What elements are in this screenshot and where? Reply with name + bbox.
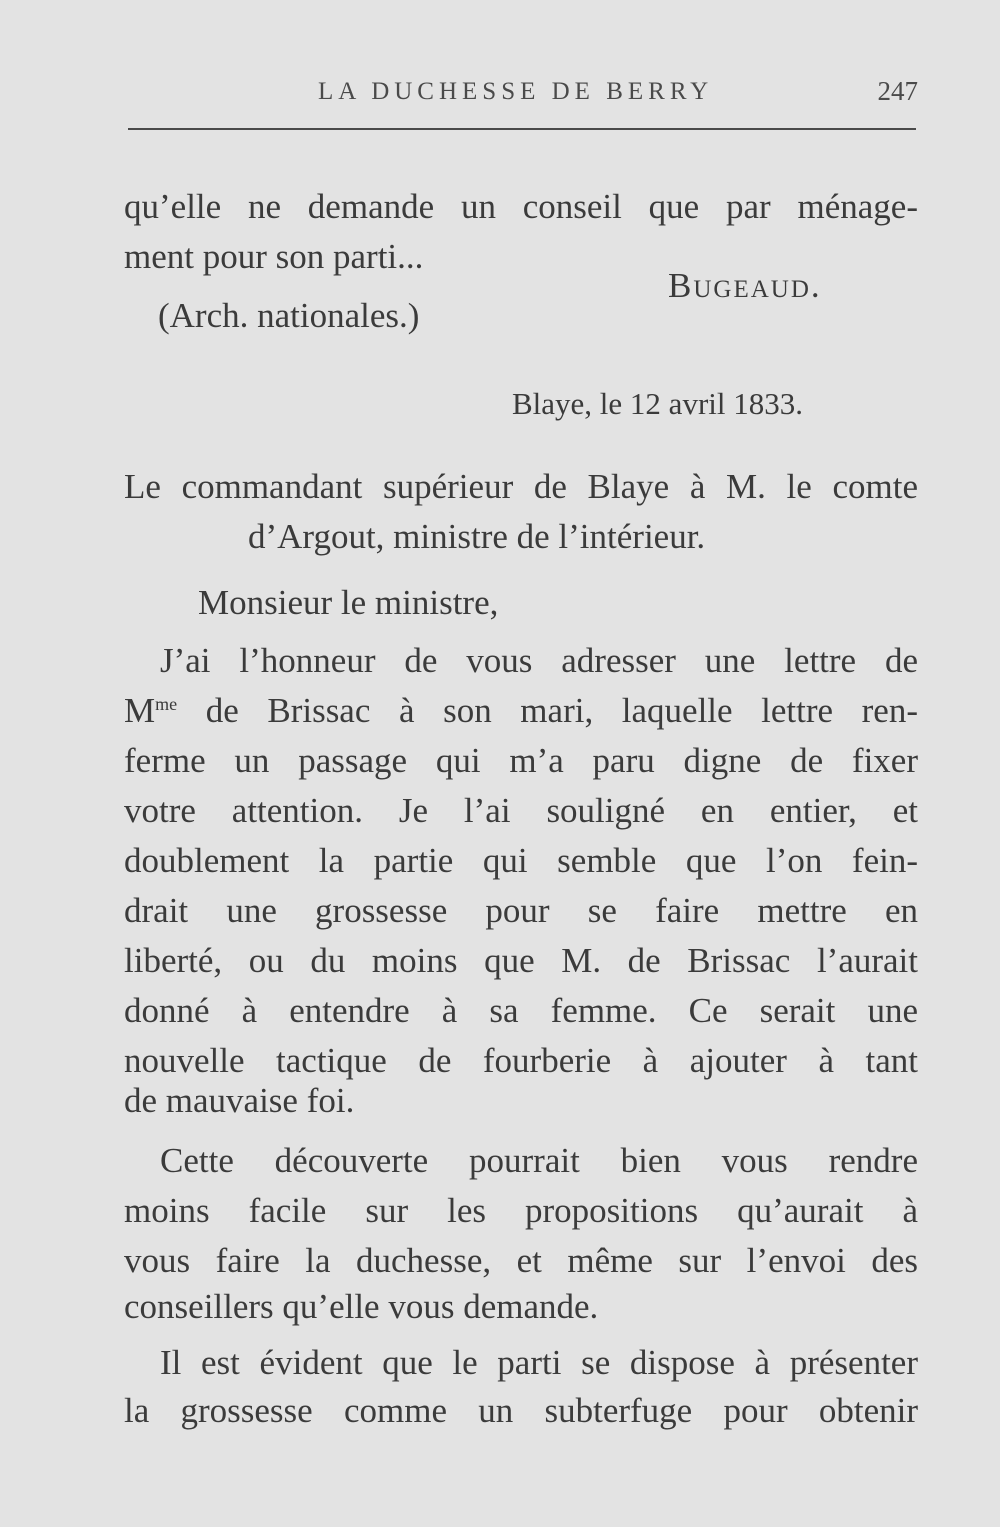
letter-heading-line: Le commandant supérieur de Blaye à M. le comte — [124, 467, 918, 506]
letter-heading-line: d’Argout, ministre de l’intérieur. — [248, 517, 706, 556]
paragraph-line: drait une grossesse pour se faire mettre en — [124, 891, 918, 930]
paragraph-line — [124, 686, 918, 736]
carryover-line: qu’elle ne demande un conseil que par ménage- — [124, 187, 918, 226]
running-title: LA DUCHESSE DE BERRY — [318, 78, 714, 105]
paragraph-line: doublement la partie qui semble que l’on fein- — [124, 841, 918, 880]
paragraph-line: donné à entendre à sa femme. Ce serait une — [124, 991, 918, 1030]
salutation: Monsieur le ministre, — [198, 583, 499, 622]
signature: Bugeaud. — [668, 266, 822, 305]
paragraph-line: vous faire la duchesse, et même sur l’envoi des — [124, 1241, 918, 1280]
text-fragment: de Brissac à son mari, laquelle lettre ren- — [177, 691, 918, 730]
paragraph-line: J’ai l’honneur de vous adresser une lettre de — [160, 641, 918, 680]
paragraph-line: Cette découverte pourrait bien vous rendre — [160, 1141, 918, 1180]
text-fragment: M — [124, 691, 156, 730]
page-number: 247 — [877, 76, 918, 106]
superscript: me — [155, 694, 178, 714]
paragraph-line: ferme un passage qui m’a paru digne de fixer — [124, 741, 918, 780]
paragraph-line: moins facile sur les propositions qu’aurait à — [124, 1191, 918, 1230]
header-rule — [128, 128, 916, 130]
running-head — [128, 72, 918, 112]
paragraph-line: de mauvaise foi. — [124, 1081, 355, 1120]
paragraph-line: liberté, ou du moins que M. de Brissac l’aurait — [124, 941, 918, 980]
paragraph-line: la grossesse comme un subterfuge pour obtenir — [124, 1391, 918, 1430]
carryover-line: ment pour son parti... — [124, 237, 424, 276]
paragraph-line: nouvelle tactique de fourberie à ajouter à tant — [124, 1041, 918, 1080]
paragraph-line: conseillers qu’elle vous demande. — [124, 1287, 599, 1326]
letter-dateline: Blaye, le 12 avril 1833. — [512, 386, 803, 421]
paragraph-line: Il est évident que le parti se dispose à présenter — [160, 1343, 918, 1382]
archive-source: (Arch. nationales.) — [158, 296, 420, 335]
paragraph-line: votre attention. Je l’ai souligné en entier, et — [124, 791, 918, 830]
